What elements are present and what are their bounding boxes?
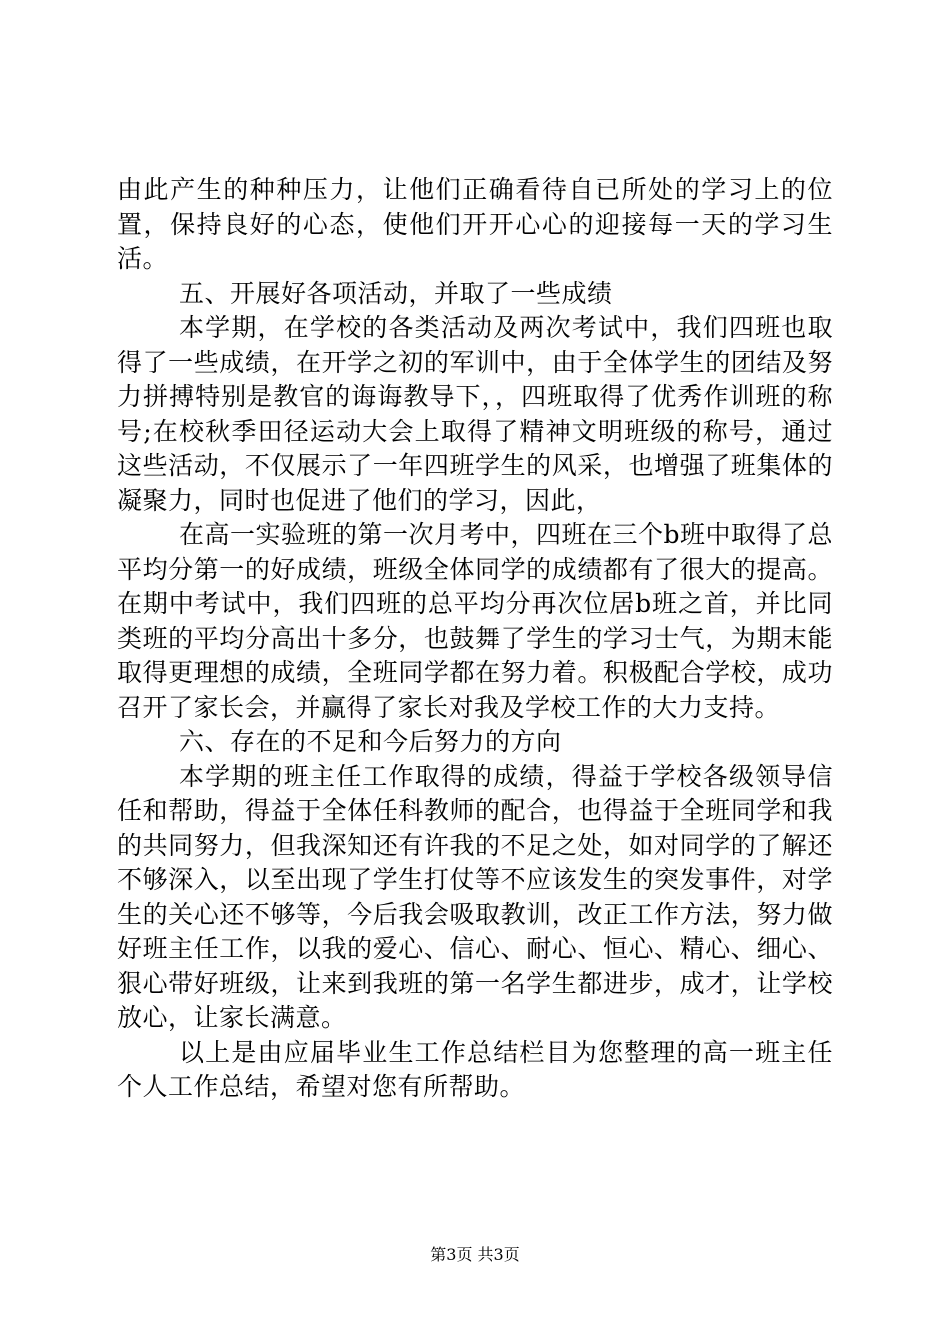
section-heading-five: 五、开展好各项活动，并取了一些成绩 bbox=[179, 278, 613, 308]
document-body bbox=[117, 173, 833, 1105]
section-heading-six: 六、存在的不足和今后努力的方向 bbox=[179, 727, 562, 756]
paragraph-closing: 以上是由应届毕业生工作总结栏目为您整理的高一班主任个人工作总结，希望对您有所帮助。 bbox=[117, 1037, 833, 1101]
paragraph-activities: 本学期，在学校的各类活动及两次考试中，我们四班也取得了一些成绩，在开学之初的军训中，由于全体学生的团结及努力拼搏特别是教官的诲诲教导下，，四班取得了优秀作训班的称号;在校秋季田径运动大会上取得了精神文明班级的称号，通过这些活动，不仅展示了一年四班学生的风采，也增强了班集体的凝聚力，同时也促进了他们的学习，因此， bbox=[117, 313, 833, 515]
paragraph-shortcomings: 本学期的班主任工作取得的成绩，得益于学校各级领导信任和帮助，得益于全体任科教师的配合，也得益于全班同学和我的共同努力，但我深知还有许我的不足之处，如对同学的了解还不够深入，以至出现了学生打仗等不应该发生的突发事件，对学生的关心还不够等，今后我会吸取教训，改正工作方法，努力做好班主任工作，以我的爱心、信心、耐心、恒心、精心、细心、狠心带好班级，让来到我班的第一名学生都进步，成才，让学校放心，让家长满意。 bbox=[117, 761, 833, 1032]
page-footer: 第3页 共3页 bbox=[430, 1245, 520, 1264]
paragraph-continuation: 由此产生的种种压力，让他们正确看待自已所处的学习上的位置，保持良好的心态，使他们开开心心的迎接每一天的学习生活。 bbox=[117, 175, 833, 273]
paragraph-exams: 在高一实验班的第一次月考中，四班在三个b班中取得了总平均分第一的好成绩，班级全体同学的成绩都有了很大的提高。在期中考试中，我们四班的总平均分再次位居b班之首，并比同类班的平均分高出十多分，也鼓舞了学生的学习士气，为期末能取得更理想的成绩，全班同学都在努力着。积极配合学校，成功召开了家长会，并赢得了家长对我及学校工作的大力支持。 bbox=[117, 520, 834, 722]
